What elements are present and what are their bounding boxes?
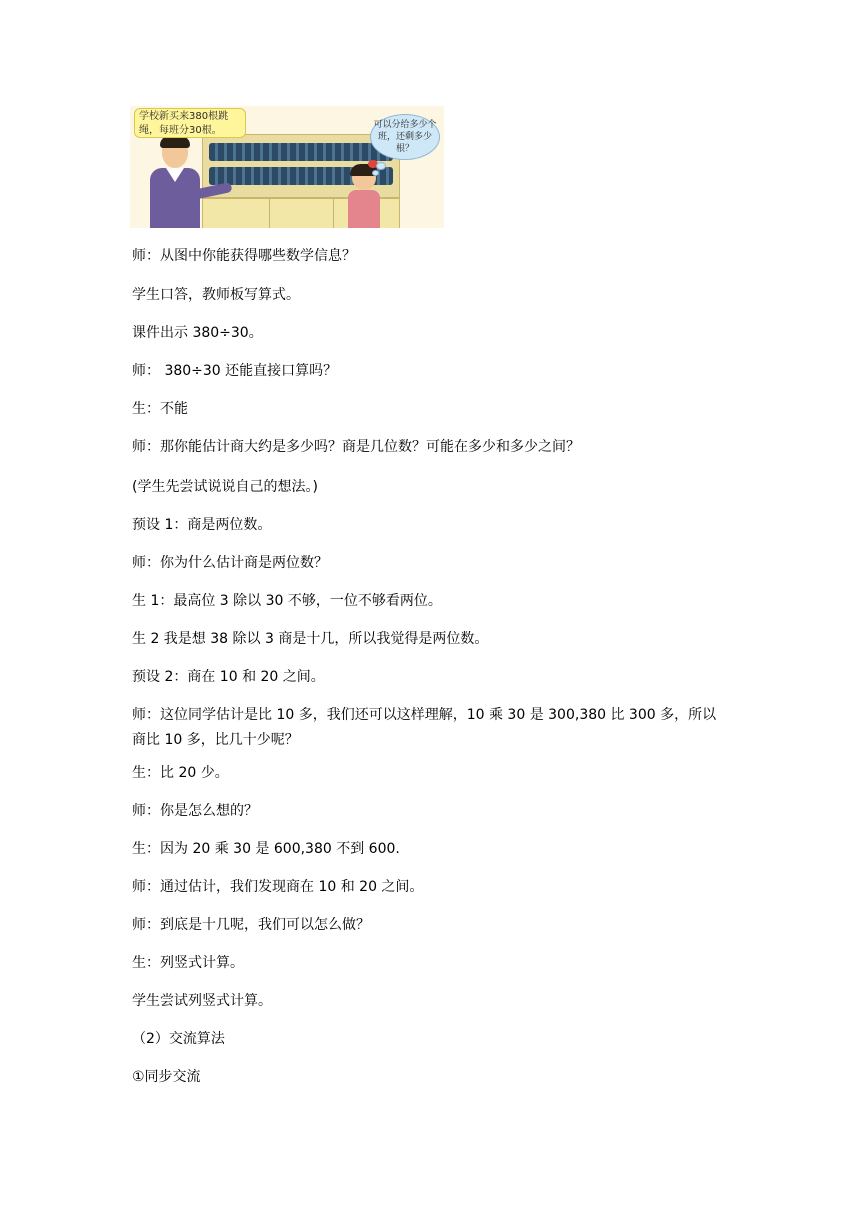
text-paragraph	[132, 703, 732, 753]
text-line: 课件出示 380÷30。	[132, 325, 263, 341]
text-line: 学生口答，教师板写算式。	[132, 287, 300, 303]
text-line: 生：不能	[132, 401, 188, 417]
text-line: 预设 1：商是两位数。	[132, 517, 272, 533]
teacher-speech-bubble: 学校新买来380根跳绳，每班分30根。	[134, 108, 246, 138]
text-line: 生：比 20 少。	[132, 765, 229, 781]
jump-rope-row	[209, 143, 393, 161]
text-line: 师：那你能估计商大约是多少吗？商是几位数？可能在多少和多少之间？	[132, 439, 580, 455]
text-line: 生 2 我是想 38 除以 3 商是十几，所以我觉得是两位数。	[132, 631, 489, 647]
text-line: 师：到底是十几呢，我们可以怎么做？	[132, 917, 370, 933]
text-line: 生 1：最高位 3 除以 30 不够，一位不够看两位。	[132, 593, 442, 609]
text-line: 师：你为什么估计商是两位数？	[132, 555, 328, 571]
student-thought-bubble: 可以分给多少个班，还剩多少根？	[370, 114, 440, 160]
text-line: 师： 380÷30 还能直接口算吗？	[132, 363, 338, 379]
text-line: 学生尝试列竖式计算。	[132, 993, 272, 1009]
text-line: 生：因为 20 乘 30 是 600,380 不到 600.	[132, 841, 400, 857]
text-line: 师：从图中你能获得哪些数学信息？	[132, 248, 356, 264]
text-line: 商比 10 多，比几十少呢？	[132, 732, 299, 748]
text-line: 师：通过估计，我们发现商在 10 和 20 之间。	[132, 879, 424, 895]
thought-dot	[376, 162, 386, 170]
text-line: 师：你是怎么想的？	[132, 803, 258, 819]
text-line: 师：这位同学估计是比 10 多，我们还可以这样理解，10 乘 30 是 300,380 比 300 多，所以	[132, 707, 717, 723]
text-line: 生：列竖式计算。	[132, 955, 244, 971]
teacher-figure	[144, 136, 204, 228]
classroom-illustration	[130, 106, 444, 228]
text-line: (学生先尝试说说自己的想法。)	[132, 479, 318, 495]
subsection-heading: ①同步交流	[132, 1069, 201, 1085]
student-figure	[344, 166, 384, 228]
thought-dot	[372, 170, 379, 176]
section-heading: （2）交流算法	[132, 1031, 225, 1047]
text-line: 预设 2：商在 10 和 20 之间。	[132, 669, 325, 685]
